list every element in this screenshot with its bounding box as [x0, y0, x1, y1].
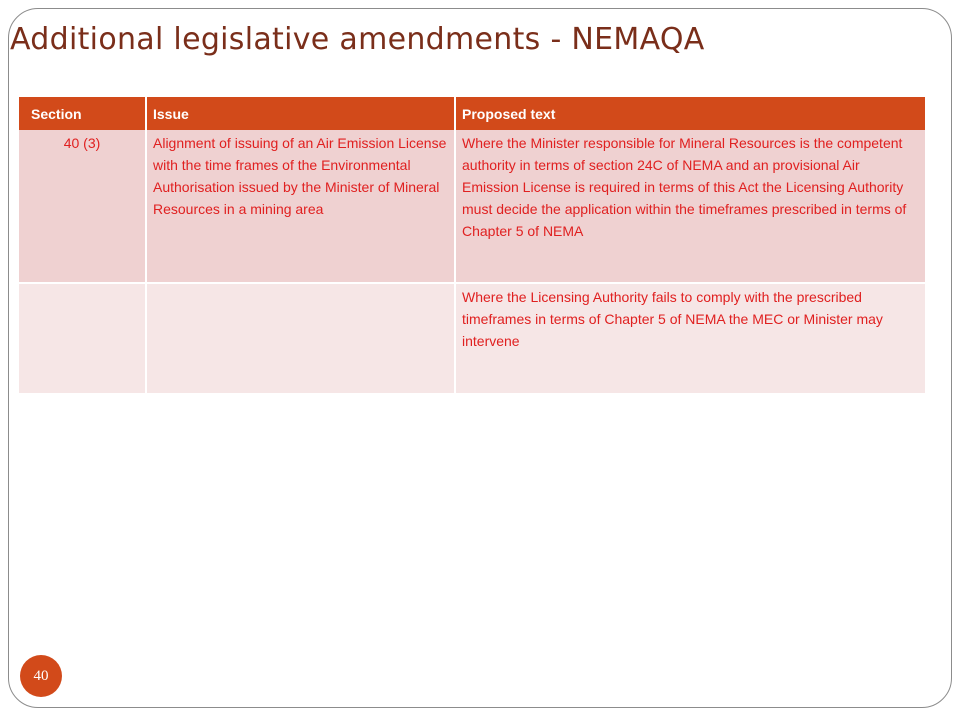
cell-issue	[146, 283, 455, 393]
slide-title: Additional legislative amendments - NEMAQA	[10, 22, 705, 57]
cell-issue: Alignment of issuing of an Air Emission License with the time frames of the Environmental Authorisation issued by the Minister of Mineral Resources in a mining area	[146, 130, 455, 283]
table-row	[19, 283, 925, 393]
page-number-badge: 40	[20, 655, 62, 697]
amendments-table	[19, 97, 925, 393]
table-row	[19, 130, 925, 283]
header-issue: Issue	[146, 97, 455, 130]
cell-proposed-text: Where the Minister responsible for Mineral Resources is the competent authority in terms of section 24C of NEMA and an provisional Air Emission License is required in terms of this Act the Licensing Authority must decide the application within the timeframes prescribed in terms of Chapter 5 of NEMA	[455, 130, 925, 283]
table-header-row	[19, 97, 925, 130]
header-proposed-text: Proposed text	[455, 97, 925, 130]
header-section: Section	[19, 97, 146, 130]
cell-proposed-text: Where the Licensing Authority fails to comply with the prescribed timeframes in terms of Chapter 5 of NEMA the MEC or Minister may intervene	[455, 283, 925, 393]
cell-section: 40 (3)	[19, 130, 146, 283]
cell-section	[19, 283, 146, 393]
